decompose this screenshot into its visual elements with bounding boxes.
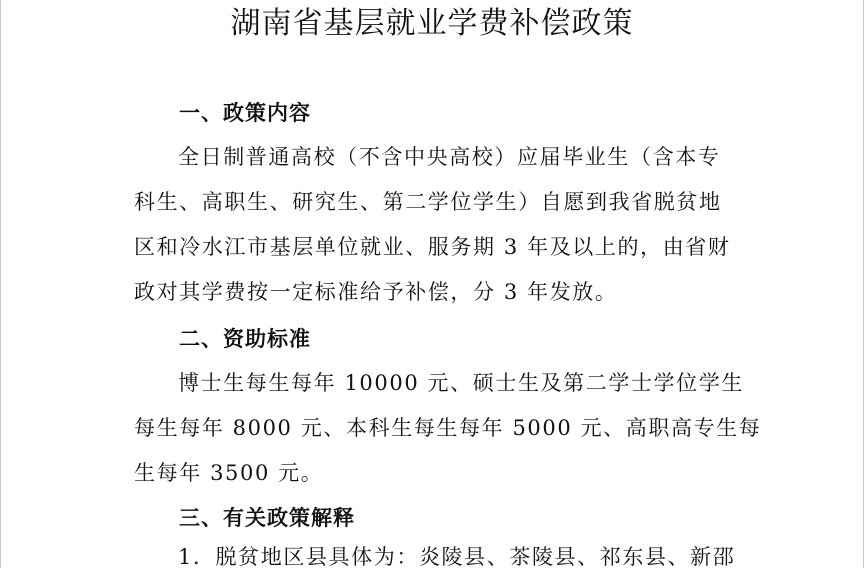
paragraph-line: 政对其学费按一定标准给予补偿，分 3 年发放。 [134,280,618,304]
document-title: 湖南省基层就业学费补偿政策 [230,6,634,41]
paragraph-line: 博士生每生每年 10000 元、硕士生及第二学士学位学生 [178,371,744,395]
paragraph-line: 区和冷水江市基层单位就业、服务期 3 年及以上的，由省财 [134,235,731,259]
paragraph-line: 科生、高职生、研究生、第二学位学生）自愿到我省脱贫地 [134,190,722,214]
paragraph-line: 生每年 3500 元。 [134,461,324,485]
paragraph-line: 每生每年 8000 元、本科生每生每年 5000 元、高职高专生每 [134,416,762,440]
paragraph-line: 全日制普通高校（不含中央高校）应届毕业生（含本专 [178,145,721,169]
section-heading-policy-content: 一、政策内容 [179,101,311,125]
section-heading-policy-interpretation: 三、有关政策解释 [179,506,355,530]
section-paragraph-funding-standard [134,361,762,496]
section-paragraph-policy-content [134,135,734,315]
section-heading-funding-standard: 二、资助标准 [179,327,311,351]
paragraph-line: 1．脱贫地区县具体为：炎陵县、茶陵县、祁东县、新邵 [178,545,736,568]
section-paragraph-policy-interpretation [134,535,734,568]
